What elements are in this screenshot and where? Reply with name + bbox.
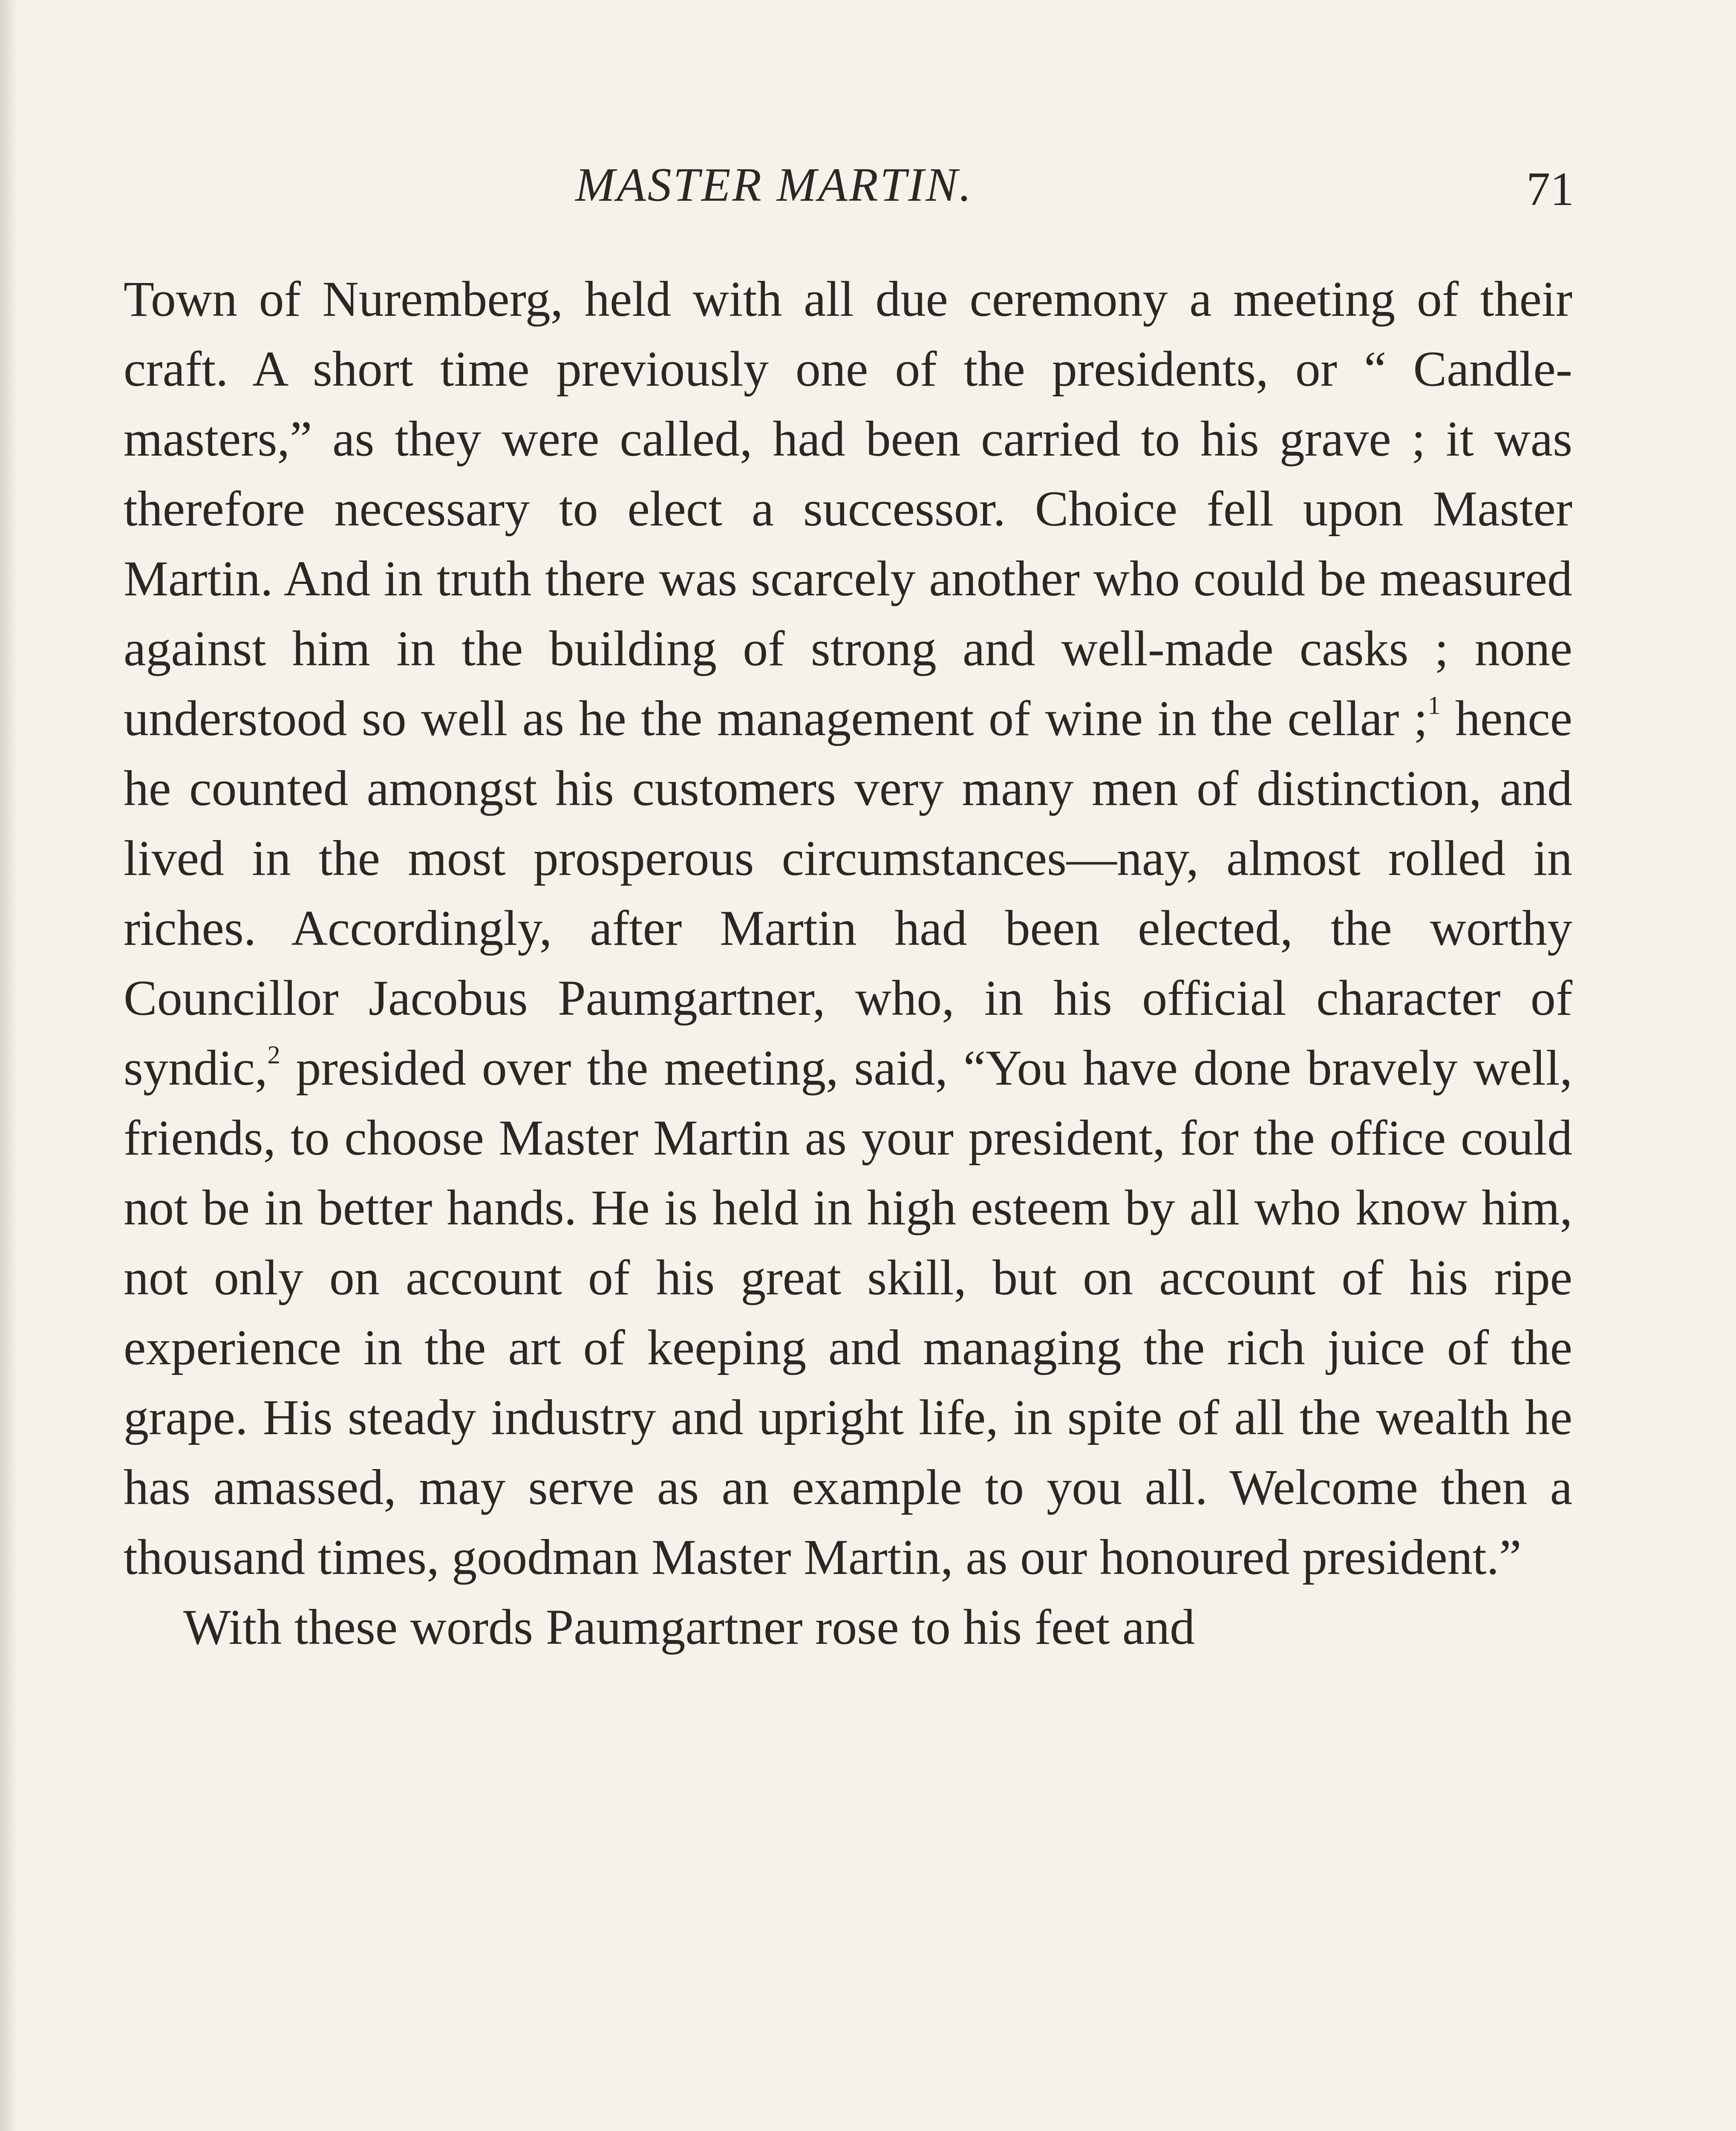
paragraph-1 bbox=[124, 264, 1572, 1592]
paragraph-2: With these words Paumgartner rose to his feet and bbox=[183, 1599, 1195, 1655]
paragraph-1-part-b: hence he counted amongst his customers very many men of distinction, and lived in the most prosperous circumstances—nay, almost rolled in riches. Accordingly, after Martin had been elected, the worthy Councillor Jacobus Paumgartner, who, in his official character of syndic, bbox=[124, 690, 1573, 1096]
paragraph-1-part-c: presided over the meeting, said, “You have done bravely well, friends, to choose Master Martin as your president, for the office could not be in better hands. He is held in high esteem by all who know him, not only on account of his great skill, but on account of his ripe experience in the art of keeping and managing the rich juice of the grape. His steady industry and upright life, in spite of all the wealth he has amassed, may serve as an example to you all. Welcome then a thousand times, goodman Master Martin, as our honoured president.” bbox=[124, 1040, 1572, 1585]
footnote-reference-2: 2 bbox=[267, 1040, 280, 1069]
page-gutter-shadow bbox=[0, 0, 17, 2131]
paragraph-1-part-a: Town of Nuremberg, held with all due ceremony a meeting of their craft. A short time previously one of the presidents, or “ Candle-masters,” as they were called, had been carried to his grave ; it was therefore necessary to elect a successor. Choice fell upon Master Martin. And in truth there was scarcely another who could be measured against him in the building of strong and well-made casks ; none understood so well as he the management of wine in the cellar ; bbox=[124, 271, 1572, 746]
main-text bbox=[124, 264, 1572, 1662]
running-head: MASTER MARTIN. bbox=[575, 159, 973, 211]
page-number: 71 bbox=[1526, 163, 1574, 216]
footnote-reference-1: 1 bbox=[1427, 691, 1441, 719]
